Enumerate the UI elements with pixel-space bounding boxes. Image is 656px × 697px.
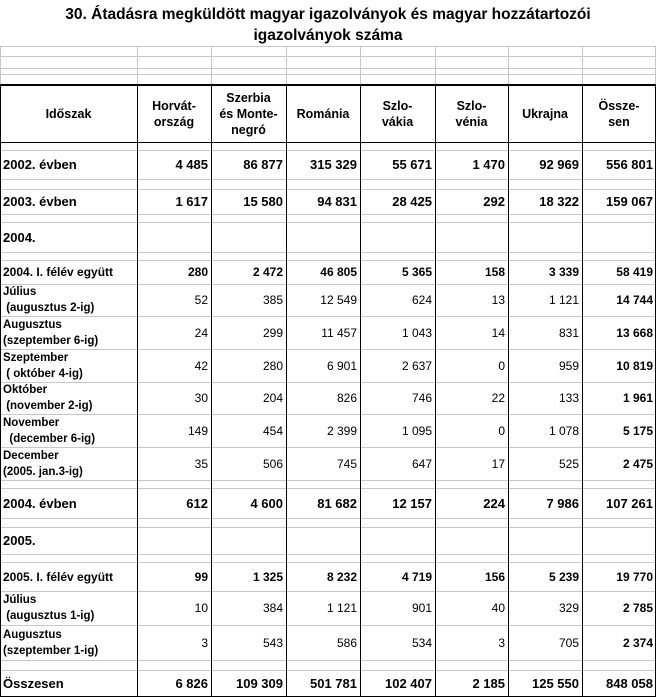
- value-cell: 81 682: [317, 495, 357, 511]
- value-cell: 18 322: [539, 194, 579, 209]
- header-col-1: [137, 86, 211, 142]
- header-text: Szlo-: [382, 99, 413, 113]
- row-label: [0, 349, 137, 382]
- value-cell: 534: [411, 635, 432, 650]
- row-label: 2003. évben: [3, 194, 77, 209]
- value-cell: 4 485: [175, 157, 208, 172]
- value-cell: 102 407: [385, 675, 432, 691]
- grid-line-h: [0, 554, 656, 555]
- value-cell: 8 232: [326, 569, 357, 584]
- header-text: Ukrajna: [522, 107, 568, 121]
- total-cell: 58 419: [616, 265, 653, 279]
- grid-line-h: [0, 214, 656, 215]
- header-text: Össze-: [598, 99, 640, 113]
- value-cell: 99: [194, 569, 208, 584]
- total-cell: 14 744: [616, 293, 653, 307]
- header-col-5: [435, 86, 508, 142]
- header-col-6: [508, 86, 582, 142]
- value-cell: 224: [483, 495, 505, 511]
- value-cell: 705: [558, 635, 579, 650]
- value-cell: 12 157: [392, 495, 432, 511]
- row-label: [0, 591, 137, 625]
- row-label-line: December: [3, 449, 59, 462]
- row-label: [0, 447, 137, 480]
- value-cell: 2 637: [401, 358, 432, 373]
- header-text: Szerbia: [226, 91, 271, 105]
- value-cell: 0: [498, 358, 505, 373]
- title-line-1: 30. Átadásra megküldött magyar igazolványok és magyar hozzátartozói: [65, 6, 591, 23]
- row-label-line: (november 2-ig): [3, 400, 93, 412]
- value-cell: 901: [411, 601, 432, 615]
- grid-line-v: [508, 46, 509, 84]
- value-cell: 158: [484, 265, 505, 279]
- value-cell: 22: [491, 391, 505, 405]
- row-label-line: (december 6-ig): [3, 432, 96, 445]
- value-cell: 454: [262, 423, 283, 438]
- value-cell: 612: [186, 495, 208, 511]
- total-cell: 159 067: [606, 194, 653, 209]
- row-label-line: Szeptember: [3, 351, 69, 364]
- total-cell: 848 058: [606, 675, 653, 691]
- grid-line-v: [211, 46, 212, 84]
- value-cell: 204: [262, 391, 283, 405]
- value-cell: 133: [558, 391, 579, 405]
- value-cell: 24: [194, 325, 208, 340]
- header-col-2: [211, 86, 286, 142]
- value-cell: 10: [194, 601, 208, 615]
- row-label-line: Augusztus: [3, 628, 62, 641]
- value-cell: 30: [194, 391, 208, 405]
- row-label-line: (augusztus 2-ig): [3, 302, 95, 314]
- row-label: Összesen: [3, 675, 64, 691]
- value-cell: 3: [498, 635, 505, 650]
- value-cell: 15 580: [243, 194, 283, 209]
- value-cell: 14: [491, 325, 505, 340]
- value-cell: 35: [194, 456, 208, 471]
- row-label: [0, 414, 137, 447]
- value-cell: 94 831: [317, 194, 357, 209]
- grid-line-v: [360, 46, 361, 84]
- value-cell: 0: [498, 423, 505, 438]
- value-cell: 4 600: [250, 495, 283, 511]
- grid-line-h: [0, 480, 656, 481]
- grid-line-h: [0, 74, 656, 75]
- value-cell: 385: [262, 293, 283, 307]
- value-cell: 1 043: [401, 325, 432, 340]
- row-label-line: (szeptember 6-ig): [3, 334, 99, 347]
- value-cell: 746: [411, 391, 432, 405]
- value-cell: 1 121: [326, 601, 357, 615]
- grid-line-v: [286, 46, 287, 84]
- value-cell: 2 185: [472, 675, 505, 691]
- value-cell: 125 550: [532, 675, 579, 691]
- total-cell: 107 261: [606, 495, 653, 511]
- row-label-line: ( október 4-ig): [3, 367, 83, 380]
- header-text: és Monte-: [219, 107, 278, 121]
- row-label-line: (szeptember 1-ig): [3, 644, 99, 657]
- value-cell: 3: [201, 635, 208, 650]
- header-period: [0, 86, 137, 142]
- value-cell: 109 309: [236, 675, 283, 691]
- value-cell: 17: [491, 456, 505, 471]
- value-cell: 92 969: [539, 157, 579, 172]
- row-label-line: Július: [3, 594, 37, 606]
- row-label: 2004. évben: [3, 495, 77, 511]
- total-cell: 1 961: [622, 391, 653, 405]
- value-cell: 1 078: [548, 423, 579, 438]
- header-text: ország: [153, 115, 195, 129]
- total-cell: 556 801: [606, 157, 653, 172]
- grid-line-h: [0, 68, 656, 69]
- value-cell: 5 365: [401, 265, 432, 279]
- total-cell: 2 475: [622, 456, 653, 471]
- value-cell: 2 472: [252, 265, 283, 279]
- value-cell: 525: [558, 456, 579, 471]
- value-cell: 959: [558, 358, 579, 373]
- row-label: [0, 284, 137, 316]
- value-cell: 280: [262, 358, 283, 373]
- header-col-3: [286, 86, 360, 142]
- value-cell: 2 399: [326, 423, 357, 438]
- value-cell: 40: [491, 601, 505, 615]
- grid-line-h: [0, 518, 656, 519]
- row-label-line: Július: [3, 286, 37, 298]
- value-cell: 501 781: [310, 675, 357, 691]
- row-label-line: Augusztus: [3, 318, 62, 331]
- value-cell: 5 239: [548, 569, 579, 584]
- value-cell: 12 549: [320, 293, 357, 307]
- value-cell: 42: [194, 358, 208, 373]
- value-cell: 586: [336, 635, 357, 650]
- value-cell: 156: [484, 569, 505, 584]
- value-cell: 315 329: [310, 157, 357, 172]
- grid-line-h: [0, 56, 656, 57]
- value-cell: 826: [336, 391, 357, 405]
- value-cell: 3 339: [548, 265, 579, 279]
- grid-line-v: [0, 46, 1, 84]
- value-cell: 13: [491, 293, 505, 307]
- value-cell: 46 805: [320, 265, 357, 279]
- header-text: vénia: [455, 115, 488, 129]
- total-cell: 2 785: [622, 601, 653, 615]
- value-cell: 11 457: [321, 325, 357, 340]
- row-label-line: (2005. jan.3-ig): [3, 465, 83, 478]
- value-cell: 6 901: [326, 358, 357, 373]
- row-label: [0, 625, 137, 660]
- grid-line-v: [435, 46, 436, 84]
- value-cell: 280: [187, 265, 208, 279]
- value-cell: 299: [262, 325, 283, 340]
- total-cell: 2 374: [622, 635, 653, 650]
- value-cell: 7 986: [546, 495, 579, 511]
- value-cell: 506: [262, 456, 283, 471]
- row-label: [0, 316, 137, 349]
- value-cell: 543: [262, 635, 283, 650]
- total-cell: 19 770: [616, 569, 653, 584]
- row-label: 2005.: [3, 533, 36, 548]
- value-cell: 624: [411, 293, 432, 307]
- grid-line-h: [0, 660, 656, 661]
- grid-line-h: [0, 179, 656, 180]
- value-cell: 329: [558, 601, 579, 615]
- value-cell: 86 877: [243, 157, 283, 172]
- title-line-2: igazolványok száma: [253, 27, 403, 44]
- header-text: vákia: [381, 115, 414, 129]
- total-cell: 13 668: [616, 325, 653, 340]
- header-bottom-border: [0, 142, 656, 143]
- header-text: sen: [608, 115, 630, 129]
- row-label-line: Október: [3, 384, 48, 396]
- value-cell: 1 617: [175, 194, 208, 209]
- header-text: Románia: [296, 107, 350, 121]
- header-col-7: [582, 86, 656, 142]
- value-cell: 6 826: [175, 675, 208, 691]
- row-label: 2004. I. félév együtt: [3, 265, 114, 279]
- value-cell: 1 470: [472, 157, 505, 172]
- value-cell: 292: [483, 194, 505, 209]
- row-label: 2002. évben: [3, 157, 77, 172]
- grid-line-h: [0, 252, 656, 253]
- value-cell: 149: [187, 423, 208, 438]
- row-label: 2004.: [3, 229, 36, 245]
- header-text: Horvát-: [152, 99, 196, 113]
- value-cell: 647: [411, 456, 432, 471]
- grid-line-v: [137, 46, 138, 84]
- value-cell: 831: [558, 325, 579, 340]
- grid-line-v: [582, 46, 583, 84]
- total-cell: 5 175: [622, 423, 653, 438]
- value-cell: 384: [262, 601, 283, 615]
- header-text: negró: [231, 123, 266, 137]
- value-cell: 4 719: [401, 569, 432, 584]
- row-label-line: November: [3, 416, 60, 429]
- value-cell: 55 671: [392, 157, 432, 172]
- row-label-line: (augusztus 1-ig): [3, 610, 95, 622]
- header-col-4: [360, 86, 435, 142]
- value-cell: 745: [336, 456, 357, 471]
- header-text: Szlo-: [456, 99, 487, 113]
- total-cell: 10 819: [616, 358, 653, 373]
- grid-line-h: [0, 46, 656, 47]
- header-text: Időszak: [45, 107, 92, 121]
- value-cell: 1 325: [252, 569, 283, 584]
- row-label: [0, 382, 137, 414]
- row-label: 2005. I. félév együtt: [3, 569, 114, 584]
- value-cell: 52: [194, 293, 208, 307]
- value-cell: 1 095: [401, 423, 432, 438]
- value-cell: 28 425: [392, 194, 432, 209]
- value-cell: 1 121: [548, 293, 579, 307]
